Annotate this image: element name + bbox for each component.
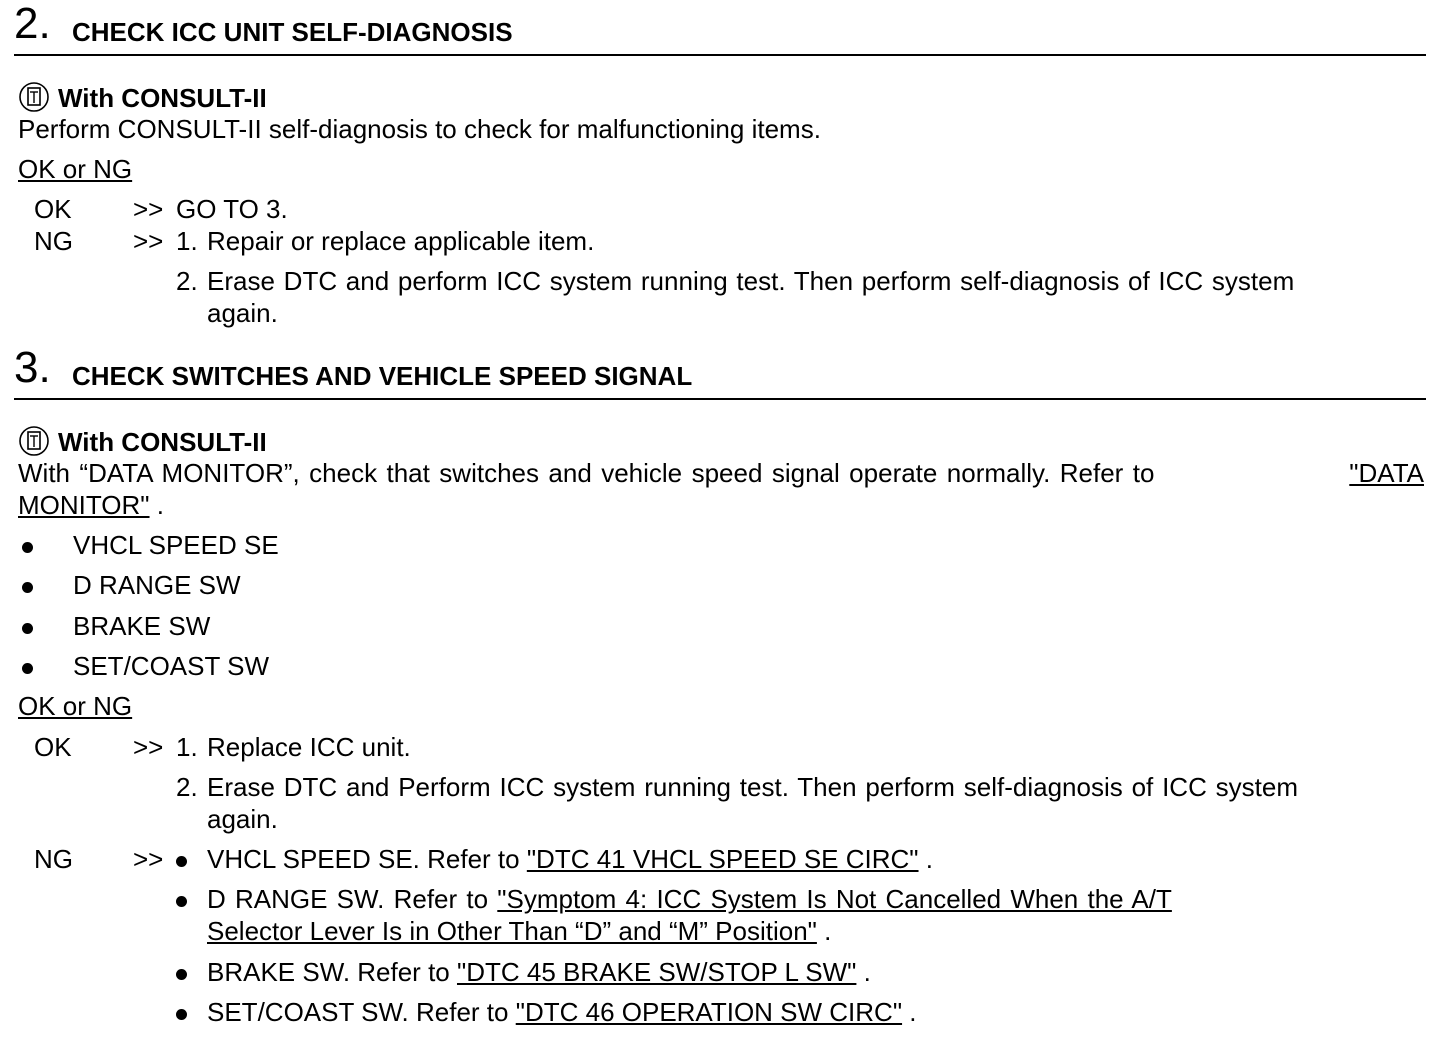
step-3-ng-arrow: >> — [133, 844, 164, 874]
list-item: BRAKE SW — [73, 611, 211, 641]
bullet-icon — [22, 582, 33, 593]
ng-ref-suffix: . — [918, 844, 933, 874]
step-2-title: CHECK ICC UNIT SELF-DIAGNOSIS — [72, 17, 513, 47]
step-2-ng-key: NG — [34, 226, 73, 256]
step-3-instruction-line1 — [18, 457, 1424, 489]
bullet-icon — [22, 663, 33, 674]
step-2-ok-text: GO TO 3. — [176, 194, 288, 224]
list-item — [207, 843, 933, 875]
step-3-number: 3. — [14, 343, 51, 392]
step-3-ok-step1-num: 1. — [176, 732, 198, 762]
list-item: VHCL SPEED SE — [73, 530, 279, 560]
step-2-number: 2. — [14, 0, 51, 48]
consult-device-icon — [18, 81, 50, 113]
ng-ref-prefix: D RANGE SW. Refer to — [207, 884, 498, 914]
step-2-header — [14, 0, 1426, 56]
step-2-ng-step2-text-line2: again. — [207, 298, 278, 328]
dtc-46-link[interactable]: "DTC 46 OPERATION SW CIRC" — [515, 997, 903, 1027]
step-2-ok-key: OK — [34, 194, 72, 224]
list-item — [207, 996, 917, 1028]
step-3-ok-step1-text: Replace ICC unit. — [207, 732, 411, 762]
step-3-ok-arrow: >> — [133, 732, 164, 762]
step-2-ok-or-ng: OK or NG — [18, 154, 133, 184]
data-monitor-link[interactable]: "DATA — [1349, 458, 1424, 488]
ng-ref-prefix: SET/COAST SW. Refer to — [207, 997, 516, 1027]
ng-ref-suffix: . — [856, 957, 871, 987]
consult-device-icon — [18, 425, 50, 457]
list-item-continued — [207, 915, 831, 947]
bullet-icon — [176, 1009, 187, 1020]
list-item: SET/COAST SW — [73, 651, 269, 681]
dtc-45-link[interactable]: "DTC 45 BRAKE SW/STOP L SW" — [456, 957, 857, 987]
step-2-ng-step1-num: 1. — [176, 226, 198, 256]
step-3-ok-key: OK — [34, 732, 72, 762]
data-monitor-link-continued[interactable]: MONITOR" — [18, 490, 150, 520]
ng-ref-suffix: . — [816, 916, 832, 946]
consult-label-text: With CONSULT-II — [58, 83, 267, 113]
step-2-instruction: Perform CONSULT-II self-diagnosis to check for malfunctioning items. — [18, 114, 821, 144]
symptom-4-link-continued[interactable]: Selector Lever Is in Other Than “D” and “M” Position" — [207, 916, 817, 946]
step-3-instruction-text: With “DATA MONITOR”, check that switches and vehicle speed signal operate normally. Refer to — [18, 458, 1155, 488]
step-3-consult-label — [18, 426, 267, 458]
bullet-icon — [176, 896, 187, 907]
step-3-ok-step2-text-line2: again. — [207, 804, 278, 834]
step-3-header — [14, 343, 1426, 400]
step-2-ng-arrow: >> — [133, 226, 164, 256]
bullet-icon — [22, 623, 33, 634]
step-2-ng-step1-text: Repair or replace applicable item. — [207, 226, 595, 256]
consult-label-text: With CONSULT-II — [58, 427, 267, 457]
ng-ref-prefix: VHCL SPEED SE. Refer to — [207, 844, 527, 874]
list-item — [207, 956, 871, 988]
ng-ref-prefix: BRAKE SW. Refer to — [207, 957, 457, 987]
step-3-instruction-line2 — [18, 489, 164, 521]
step-2-ng-step2-num: 2. — [176, 266, 198, 296]
step-2-ok-arrow: >> — [133, 194, 164, 224]
step-3-ok-step2-text-line1: Erase DTC and Perform ICC system running test. Then perform self-diagnosis of ICC system — [207, 772, 1299, 802]
ng-ref-suffix: . — [902, 997, 917, 1027]
step-2-ng-step2-text-line1: Erase DTC and perform ICC system running test. Then perform self-diagnosis of ICC system — [207, 266, 1295, 296]
bullet-icon — [22, 542, 33, 553]
step-3-ng-key: NG — [34, 844, 73, 874]
step-3-title: CHECK SWITCHES AND VEHICLE SPEED SIGNAL — [72, 361, 693, 391]
dtc-41-link[interactable]: "DTC 41 VHCL SPEED SE CIRC" — [526, 844, 919, 874]
bullet-icon — [176, 856, 187, 867]
step-3-ok-step2-num: 2. — [176, 772, 198, 802]
list-item: D RANGE SW — [73, 570, 241, 600]
symptom-4-link[interactable]: "Symptom 4: ICC System Is Not Cancelled When the A/T — [497, 884, 1172, 914]
step-3-instruction-end: . — [156, 490, 164, 520]
step-3-ok-or-ng: OK or NG — [18, 691, 133, 721]
bullet-icon — [176, 969, 187, 980]
list-item — [207, 883, 1172, 915]
step-2-consult-label — [18, 82, 267, 114]
